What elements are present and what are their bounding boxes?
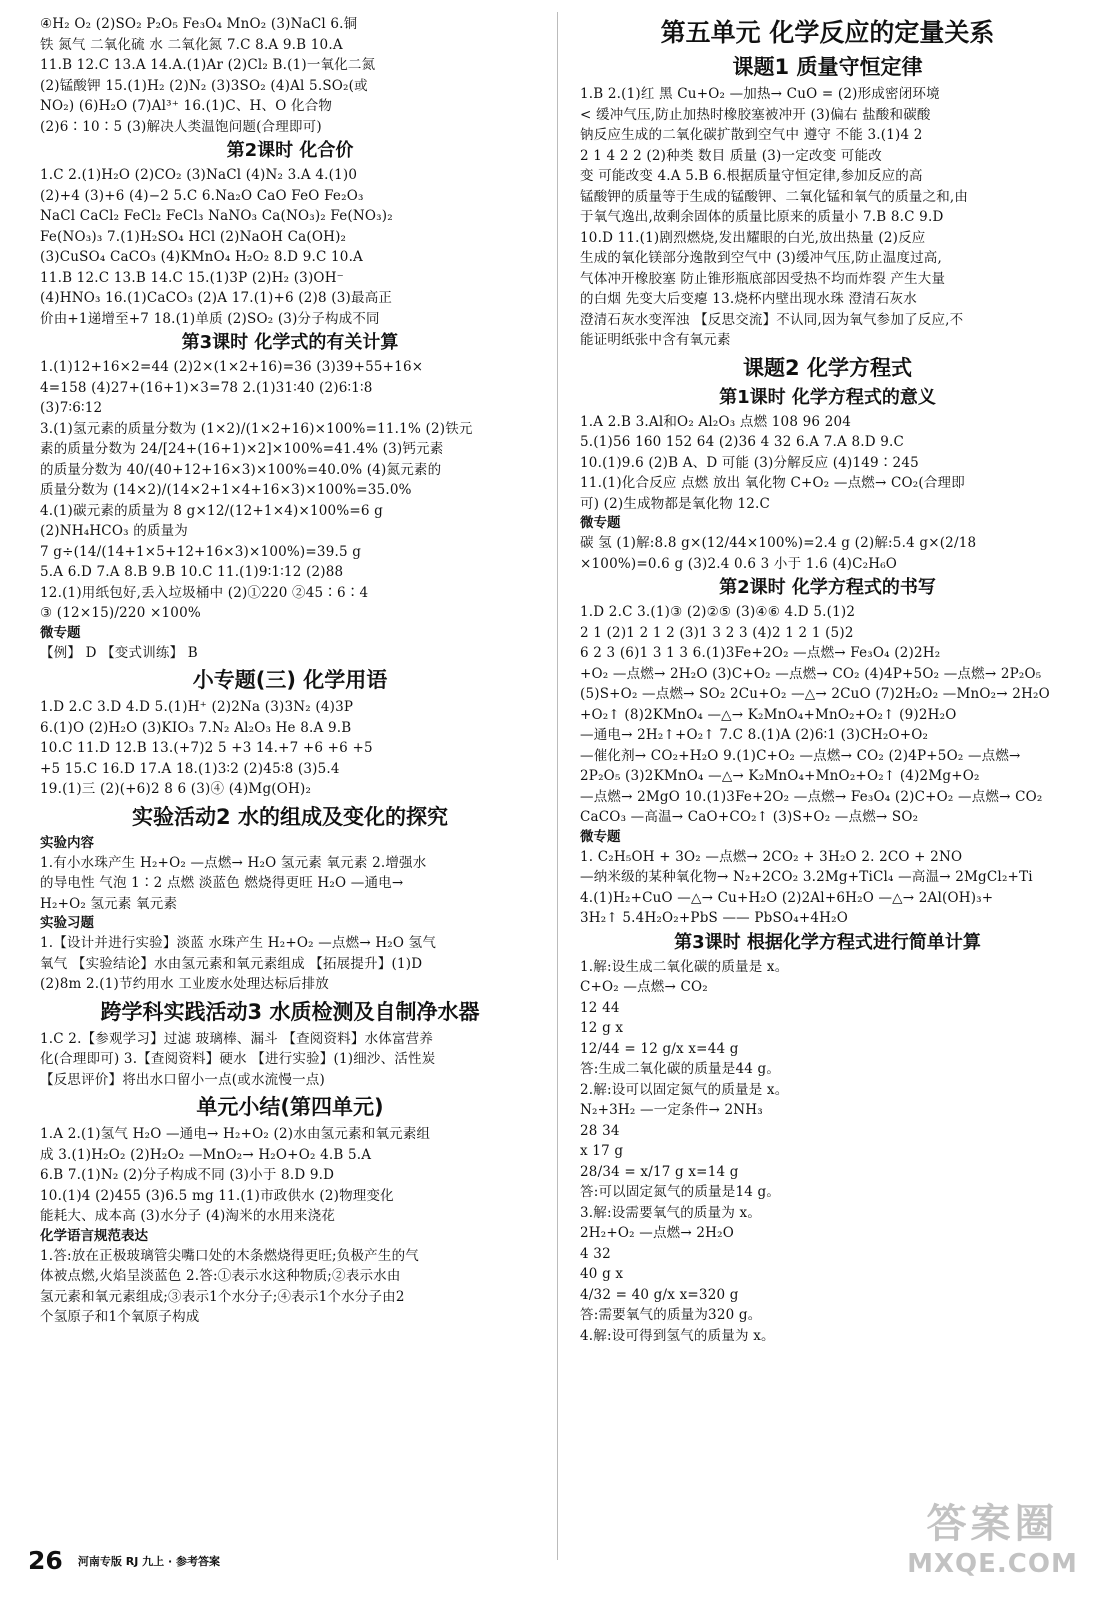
answer-line: 12.(1)用纸包好,丢入垃圾桶中 (2)①220 ②45∶6∶4 bbox=[40, 584, 369, 601]
answer-line: 答:需要氧气的质量为320 g。 bbox=[580, 1307, 762, 1323]
answer-line: 1.【设计并进行实验】淡蓝 水珠产生 H₂+O₂ —点燃→ H₂O 氢气 bbox=[40, 935, 437, 951]
answer-line: 价由+1递增至+7 18.(1)单质 (2)SO₂ (3)分子构成不同 bbox=[40, 310, 380, 327]
answer-line: 1.D 2.C 3.(1)③ (2)②⑤ (3)④⑥ 4.D 5.(1)2 bbox=[580, 604, 856, 620]
answer-line: 的白烟 先变大后变瘪 13.烧杯内壁出现水珠 澄清石灰水 bbox=[580, 291, 917, 307]
lesson-heading: 第3课时 化学式的有关计算 bbox=[181, 332, 399, 353]
answer-line: 锰酸钾的质量等于生成的锰酸钾、二氧化锰和氧气的质量之和,由 bbox=[580, 188, 969, 205]
answer-line: (4)HNO₃ 16.(1)CaCO₃ (2)A 17.(1)+6 (2)8 (3)最高正 bbox=[40, 290, 393, 306]
answer-line: 1.答:放在正极玻璃管尖嘴口处的木条燃烧得更旺;负极产生的气 bbox=[40, 1247, 419, 1264]
answer-line: 生成的氧化镁部分逸散到空气中 (3)缓冲气压,防止温度过高, bbox=[580, 250, 942, 266]
answer-line: 10.C 11.D 12.B 13.(+7)2 5 +3 14.+7 +6 +6 +5 bbox=[40, 740, 373, 756]
answer-line: 1.A 2.B 3.Al和O₂ Al₂O₃ 点燃 108 96 204 bbox=[580, 413, 852, 430]
answer-line: 28/34 = x/17 g x=14 g bbox=[580, 1163, 739, 1180]
answer-line: 40 g x bbox=[580, 1266, 624, 1282]
page-number: 26 bbox=[28, 1546, 63, 1575]
answer-line: 4.(1)H₂+CuO —△→ Cu+H₂O (2)2Al+6H₂O —△→ 2Al(OH)₃+ bbox=[580, 889, 994, 906]
unit-heading: 第五单元 化学反应的定量关系 bbox=[660, 18, 995, 47]
answer-line: 1.D 2.C 3.D 4.D 5.(1)H⁺ (2)2Na (3)3N₂ (4)3P bbox=[40, 699, 354, 715]
answer-line: 成 3.(1)H₂O₂ (2)H₂O₂ —MnO₂→ H₂O+O₂ 4.B 5.A bbox=[40, 1146, 372, 1163]
answer-line: 能耗大、成本高 (3)水分子 (4)淘米的水用来浇花 bbox=[40, 1208, 336, 1224]
answer-line: 的导电性 气泡 1∶2 点燃 淡蓝色 燃烧得更旺 H₂O —通电→ bbox=[40, 875, 404, 891]
answer-line: 澄清石灰水变浑浊 【反思交流】不认同,因为氧气参加了反应,不 bbox=[580, 311, 964, 328]
answer-line: x 17 g bbox=[580, 1143, 624, 1159]
sub-label: 微专题 bbox=[580, 828, 621, 845]
lesson-heading: 第2课时 化学方程式的书写 bbox=[719, 577, 936, 598]
answer-line: 素的质量分数为 24/[24+(16+1)×2]×100%=41.4% (3)钙元素 bbox=[40, 441, 444, 457]
answer-line: (2)NH₄HCO₃ 的质量为 bbox=[40, 523, 188, 539]
answer-line: (3)CuSO₄ CaCO₃ (4)KMnO₄ H₂O₂ 8.D 9.C 10.A bbox=[40, 249, 364, 265]
answer-line: 1.解:设生成二氧化碳的质量是 x。 bbox=[580, 958, 789, 975]
answer-line: 化(合理即可) 3.【查阅资料】硬水 【进行实验】(1)细沙、活性炭 bbox=[40, 1051, 436, 1067]
answer-line: —催化剂→ CO₂+H₂O 9.(1)C+O₂ —点燃→ CO₂ (2)4P+5O₂ —点燃→ bbox=[580, 747, 1021, 764]
answer-line: 1.有小水珠产生 H₂+O₂ —点燃→ H₂O 氢元素 氧元素 2.增强水 bbox=[40, 854, 427, 871]
answer-line: 答:可以固定氮气的质量是14 g。 bbox=[580, 1184, 781, 1200]
answer-line: (2)8m 2.(1)节约用水 工业废水处理达标后排放 bbox=[40, 976, 329, 992]
section-heading: 单元小结(第四单元) bbox=[196, 1095, 384, 1119]
answer-line: 12 44 bbox=[580, 999, 620, 1016]
answer-line: +5 15.C 16.D 17.A 18.(1)3∶2 (2)45∶8 (3)5.4 bbox=[40, 760, 340, 777]
answer-line: 2 1 4 2 2 (2)种类 数目 质量 (3)一定改变 可能改 bbox=[580, 147, 882, 164]
answer-line: 11.(1)化合反应 点燃 放出 氧化物 C+O₂ —点燃→ CO₂(合理即 bbox=[580, 475, 965, 491]
answer-line: (2)+4 (3)+6 (4)−2 5.C 6.Na₂O CaO FeO Fe₂O₃ bbox=[40, 187, 364, 204]
answer-line: 28 34 bbox=[580, 1122, 620, 1139]
answer-line: 6.(1)O (2)H₂O (3)KIO₃ 7.N₂ Al₂O₃ He 8.A 9.B bbox=[40, 719, 352, 736]
left-column bbox=[40, 14, 540, 1328]
sub-label: 实验内容 bbox=[40, 834, 94, 851]
answer-line: 氢元素和氧元素组成;③表示1个水分子;④表示1个水分子由2 bbox=[40, 1288, 405, 1305]
answer-line: 【例】 D 【变式训练】 B bbox=[40, 644, 198, 661]
answer-line: +O₂ —点燃→ 2H₂O (3)C+O₂ —点燃→ CO₂ (4)4P+5O₂ —点燃→ 2P₂O₅ bbox=[580, 665, 1042, 682]
answer-line: 6.B 7.(1)N₂ (2)分子构成不同 (3)小于 8.D 9.D bbox=[40, 1167, 335, 1183]
watermark-bottom-text: MXQE.COM bbox=[907, 1549, 1078, 1579]
section-heading: 课题2 化学方程式 bbox=[743, 355, 912, 380]
answer-line: 变 可能改变 4.A 5.B 6.根据质量守恒定律,参加反应的高 bbox=[580, 168, 923, 184]
watermark-top-text: 答案圈 bbox=[926, 1501, 1059, 1547]
answer-line: 19.(1)三 (2)(+6)2 8 6 (3)④ (4)Mg(OH)₂ bbox=[40, 781, 312, 797]
answer-line: ×100%)=0.6 g (3)2.4 0.6 3 小于 1.6 (4)C₂H₆O bbox=[580, 555, 898, 572]
answer-line: 气体冲开橡胶塞 防止锥形瓶底部因受热不均而炸裂 产生大量 bbox=[580, 270, 946, 287]
answer-line: 4/32 = 40 g/x x=320 g bbox=[580, 1286, 739, 1303]
answer-line: 可) (2)生成物都是氧化物 12.C bbox=[580, 495, 771, 512]
watermark-logo bbox=[905, 1500, 1080, 1592]
answer-line: ④H₂ O₂ (2)SO₂ P₂O₅ Fe₃O₄ MnO₂ (3)NaCl 6.铜 bbox=[40, 16, 358, 32]
answer-line: 2H₂+O₂ —点燃→ 2H₂O bbox=[580, 1225, 735, 1241]
answer-line: 2 1 (2)1 2 1 2 (3)1 3 2 3 (4)2 1 2 1 (5)2 bbox=[580, 624, 854, 641]
sub-label: 化学语言规范表达 bbox=[40, 1227, 148, 1244]
answer-line: 10.D 11.(1)剧烈燃烧,发出耀眼的白光,放出热量 (2)反应 bbox=[580, 229, 926, 246]
answer-line: ③ (12×15)/220 ×100% bbox=[40, 605, 201, 621]
answer-line: CaCO₃ —高温→ CaO+CO₂↑ (3)S+O₂ —点燃→ SO₂ bbox=[580, 809, 919, 825]
answer-line: 10.(1)4 (2)455 (3)6.5 mg 11.(1)市政供水 (2)物理变化 bbox=[40, 1187, 394, 1204]
answer-line: 铁 氮气 二氧化硫 水 二氧化氮 7.C 8.A 9.B 10.A bbox=[40, 36, 343, 53]
answer-line: < 缓冲气压,防止加热时橡胶塞被冲开 (3)偏右 盐酸和碳酸 bbox=[580, 106, 931, 123]
answer-line: 4.(1)碳元素的质量为 8 g×12/(12+1×4)×100%=6 g bbox=[40, 502, 384, 519]
column-divider bbox=[557, 12, 558, 1560]
answer-line: 1.(1)12+16×2=44 (2)2×(1×2+16)=36 (3)39+55+16× bbox=[40, 359, 424, 375]
answer-line: 的质量分数为 40/(40+12+16×3)×100%=40.0% (4)氮元素的 bbox=[40, 461, 442, 478]
answer-line: 1.C 2.【参观学习】过滤 玻璃棒、漏斗 【查阅资料】水体富营养 bbox=[40, 1030, 434, 1047]
answer-line: 1.B 2.(1)红 黑 Cu+O₂ —加热→ CuO = (2)形成密闭环境 bbox=[580, 86, 940, 102]
answer-line: C+O₂ —点燃→ CO₂ bbox=[580, 979, 708, 995]
answer-line: 3.解:设需要氧气的质量为 x。 bbox=[580, 1204, 762, 1221]
footer-note: 河南专版 RJ 九上 · 参考答案 bbox=[77, 1554, 220, 1568]
answer-line: (5)S+O₂ —点燃→ SO₂ 2Cu+O₂ —△→ 2CuO (7)2H₂O₂ —MnO₂→ 2H₂O bbox=[580, 686, 1050, 702]
section-heading: 小专题(三) 化学用语 bbox=[192, 668, 388, 692]
section-heading: 跨学科实践活动3 水质检测及自制净水器 bbox=[100, 999, 480, 1024]
answer-line: 于氧气逸出,故剩余固体的质量比原来的质量小 7.B 8.C 9.D bbox=[580, 209, 944, 225]
page-footer bbox=[28, 1546, 220, 1575]
answer-line: —通电→ 2H₂↑+O₂↑ 7.C 8.(1)A (2)6∶1 (3)CH₂O+O₂ bbox=[580, 727, 929, 743]
answer-line: 答:生成二氧化碳的质量是44 g。 bbox=[580, 1061, 781, 1077]
answer-line: 氧气 【实验结论】水由氢元素和氧元素组成 【拓展提升】(1)D bbox=[40, 955, 423, 972]
answer-line: 12/44 = 12 g/x x=44 g bbox=[580, 1040, 739, 1057]
answer-line: NaCl CaCl₂ FeCl₂ FeCl₃ NaNO₃ Ca(NO₃)₂ Fe(NO₃)₂ bbox=[40, 208, 393, 224]
answer-line: 4.解:设可得到氢气的质量为 x。 bbox=[580, 1327, 775, 1344]
answer-line: 体被点燃,火焰呈淡蓝色 2.答:①表示水这种物质;②表示水由 bbox=[40, 1268, 401, 1284]
answer-line: 碳 氢 (1)解:8.8 g×(12/44×100%)=2.4 g (2)解:5.4 g×(2/18 bbox=[580, 535, 977, 551]
answer-line: 1.C 2.(1)H₂O (2)CO₂ (3)NaCl (4)N₂ 3.A 4.(1)0 bbox=[40, 167, 358, 183]
answer-line: (3)7∶6∶12 bbox=[40, 400, 103, 416]
lesson-heading: 第1课时 化学方程式的意义 bbox=[719, 386, 936, 408]
answer-line: 5.(1)56 160 152 64 (2)36 4 32 6.A 7.A 8.D 9.C bbox=[580, 434, 905, 450]
answer-line: 5.A 6.D 7.A 8.B 9.B 10.C 11.(1)9∶1∶12 (2)88 bbox=[40, 564, 344, 580]
answer-line: 1.A 2.(1)氢气 H₂O —通电→ H₂+O₂ (2)水由氢元素和氧元素组 bbox=[40, 1126, 431, 1142]
section-heading: 课题1 质量守恒定律 bbox=[732, 55, 923, 79]
answer-line: 质量分数为 (14×2)/(14×2+1×4+16×3)×100%=35.0% bbox=[40, 482, 412, 498]
answer-line: Fe(NO₃)₃ 7.(1)H₂SO₄ HCl (2)NaOH Ca(OH)₂ bbox=[40, 228, 347, 245]
answer-line: 7 g÷(14/(14+1×5+12+16×3)×100%)=39.5 g bbox=[40, 543, 362, 560]
answer-line: 个氢原子和1个氧原子构成 bbox=[40, 1309, 200, 1325]
lesson-heading: 第2课时 化合价 bbox=[226, 140, 354, 161]
answer-line: 3.(1)氢元素的质量分数为 (1×2)/(1×2+16)×100%=11.1% (2)铁元 bbox=[40, 420, 473, 437]
answer-line: 钠反应生成的二氧化碳扩散到空气中 遵守 不能 3.(1)4 2 bbox=[580, 127, 923, 143]
answer-line: 2.解:设可以固定氮气的质量是 x。 bbox=[580, 1081, 789, 1098]
answer-line: —点燃→ 2MgO 10.(1)3Fe+2O₂ —点燃→ Fe₃O₄ (2)C+O₂ —点燃→ CO₂ bbox=[580, 788, 1043, 805]
answer-line: N₂+3H₂ —一定条件→ 2NH₃ bbox=[580, 1102, 763, 1118]
answer-line: (2)6∶10∶5 (3)解决人类温饱问题(合理即可) bbox=[40, 118, 322, 135]
answer-line: 能证明纸张中含有氧元素 bbox=[580, 332, 731, 348]
answer-line: (2)锰酸钾 15.(1)H₂ (2)N₂ (3)3SO₂ (4)Al 5.SO₂(或 bbox=[40, 77, 368, 94]
answer-line: 11.B 12.C 13.A 14.A.(1)Ar (2)Cl₂ B.(1)一氧化二氮 bbox=[40, 57, 376, 73]
answer-line: 4=158 (4)27+(16+1)×3=78 2.(1)31∶40 (2)6∶1∶8 bbox=[40, 379, 373, 396]
answer-line: 2P₂O₅ (3)2KMnO₄ —△→ K₂MnO₄+MnO₂+O₂↑ (4)2Mg+O₂ bbox=[580, 768, 980, 784]
right-column bbox=[580, 14, 1075, 1346]
sub-label: 微专题 bbox=[580, 515, 621, 531]
sub-label: 微专题 bbox=[40, 624, 81, 641]
answer-line: NO₂) (6)H₂O (7)Al³⁺ 16.(1)C、H、O 化合物 bbox=[40, 98, 333, 114]
answer-line: 1. C₂H₅OH + 3O₂ —点燃→ 2CO₂ + 3H₂O 2. 2CO + 2NO bbox=[580, 848, 963, 865]
answer-line: 6 2 3 (6)1 3 1 3 6.(1)3Fe+2O₂ —点燃→ Fe₃O₄ (2)2H₂ bbox=[580, 645, 941, 661]
lesson-heading: 第3课时 根据化学方程式进行简单计算 bbox=[674, 931, 981, 953]
sub-label: 实验习题 bbox=[40, 915, 94, 931]
answer-line: —纳米级的某种氧化物→ N₂+2CO₂ 3.2Mg+TiCl₄ —高温→ 2MgCl₂+Ti bbox=[580, 869, 1033, 885]
answer-line: 3H₂↑ 5.4H₂O₂+PbS —— PbSO₄+4H₂O bbox=[580, 910, 848, 926]
answer-line: 10.(1)9.6 (2)B A、D 可能 (3)分解反应 (4)149∶245 bbox=[580, 454, 919, 471]
answer-line: H₂+O₂ 氢元素 氧元素 bbox=[40, 895, 178, 912]
answer-line: 11.B 12.C 13.B 14.C 15.(1)3P (2)H₂ (3)OH⁻ bbox=[40, 269, 344, 286]
answer-line: 【反思评价】将出水口留小一点(或水流慢一点) bbox=[40, 1071, 325, 1088]
section-heading: 实验活动2 水的组成及变化的探究 bbox=[132, 804, 448, 829]
answer-line: 4 32 bbox=[580, 1245, 611, 1262]
answer-line: 12 g x bbox=[580, 1020, 624, 1036]
answer-line: +O₂↑ (8)2KMnO₄ —△→ K₂MnO₄+MnO₂+O₂↑ (9)2H₂O bbox=[580, 706, 957, 723]
